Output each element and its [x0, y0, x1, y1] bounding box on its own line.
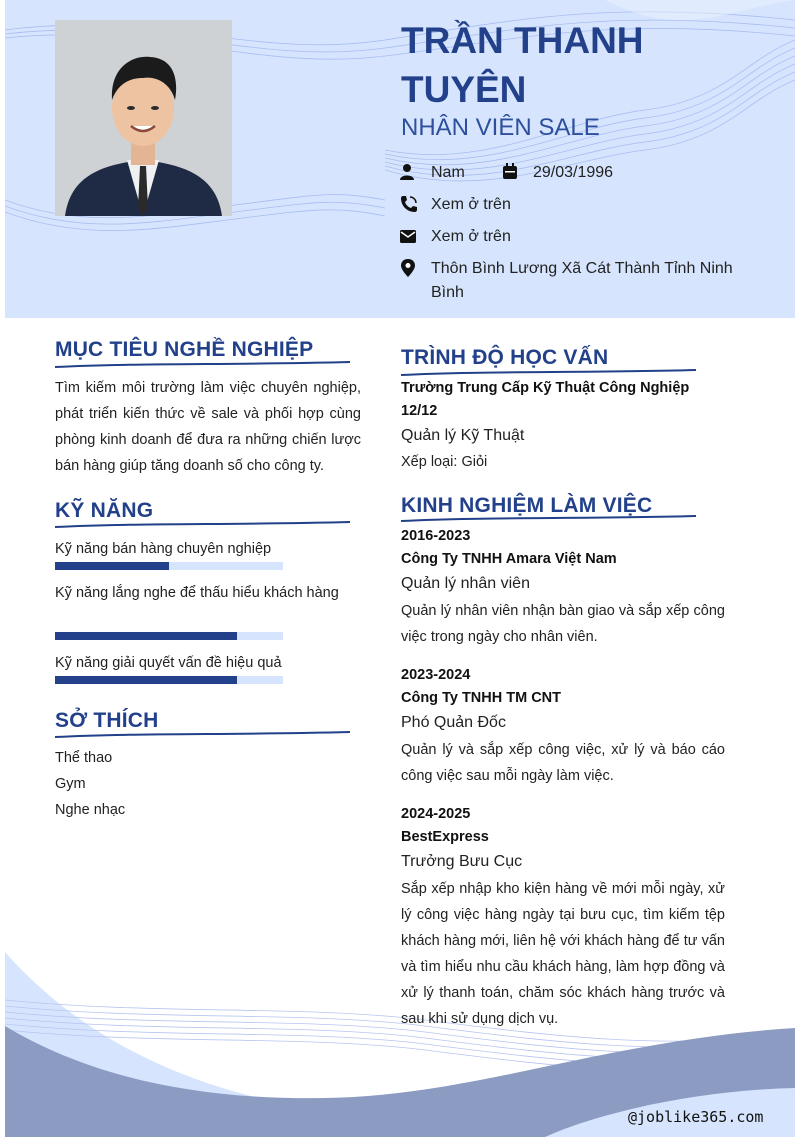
candidate-name	[401, 16, 761, 114]
objective-underline	[55, 360, 350, 370]
hobby-item: Thể thao	[55, 750, 113, 766]
hobbies-title: SỞ THÍCH	[55, 709, 159, 732]
profile-photo	[55, 20, 232, 216]
map-pin-icon	[400, 259, 418, 277]
skill-label: Kỹ năng bán hàng chuyên nghiệp	[55, 541, 272, 557]
education-rank: Xếp loại: Giỏi	[401, 454, 488, 470]
skill-label: Kỹ năng giải quyết vấn đề hiệu quả	[55, 655, 282, 671]
job-title: NHÂN VIÊN SALE	[401, 114, 600, 141]
birthdate-value: 29/03/1996	[533, 164, 614, 181]
job-role: Trưởng Bưu Cục	[401, 853, 523, 870]
phone-value: Xem ở trên	[431, 196, 511, 213]
education-underline	[401, 368, 696, 378]
address-value: Thôn Bình Lương Xã Cát Thành Tỉnh Ninh Bình	[431, 260, 733, 301]
education-school: Trường Trung Cấp Kỹ Thuật Công Nghiệp	[401, 380, 690, 396]
job-role: Quản lý nhân viên	[401, 575, 530, 592]
skills-underline	[55, 520, 350, 530]
experience-underline	[401, 514, 696, 524]
job-company: BestExpress	[401, 829, 489, 845]
job-description: Quản lý và sắp xếp công việc, xử lý và báo cáo công việc sau mỗi ngày làm việc.	[401, 742, 725, 784]
job-period: 2016-2023	[401, 528, 471, 544]
calendar-icon	[502, 163, 520, 181]
skill-bar-fill	[55, 676, 237, 684]
email-value: Xem ở trên	[431, 228, 511, 245]
job-description: Quản lý nhân viên nhận bàn giao và sắp xếp công việc trong ngày cho nhân viên.	[401, 603, 725, 645]
skill-bar	[55, 632, 283, 640]
gender-value: Nam	[431, 164, 465, 181]
skill-bar-fill	[55, 562, 169, 570]
education-major: Quản lý Kỹ Thuật	[401, 427, 525, 444]
watermark: @joblike365.com	[628, 1108, 764, 1126]
objective-title: MỤC TIÊU NGHỀ NGHIỆP	[55, 338, 314, 361]
education-grade: 12/12	[401, 403, 438, 419]
job-company: Công Ty TNHH Amara Việt Nam	[401, 551, 617, 567]
mail-icon	[400, 228, 418, 246]
job-description: Sắp xếp nhập kho kiện hàng về mới mỗi ngày, xử lý công việc hàng ngày tại bưu cục, tìm kiếm tệp khách hàng mới, liên hệ với khách hàng để tư vấn và tìm hiểu nhu cầu khách hàng, làm hợp đồng và xử lý thanh toán, chăm sóc khách hàng trước và sau khi sử dụng dịch vụ.	[401, 881, 725, 1027]
hobby-item: Gym	[55, 776, 86, 792]
objective-text: Tìm kiếm môi trường làm việc chuyên nghiệp, phát triển kiến thức về sale và phối hợp cùng phòng kinh doanh để đưa ra những chiến lược bán hàng giúp tăng doanh số cho công ty.	[55, 380, 361, 474]
job-period: 2023-2024	[401, 667, 471, 683]
education-title: TRÌNH ĐỘ HỌC VẤN	[401, 346, 609, 369]
experience-title: KINH NGHIỆM LÀM VIỆC	[401, 494, 653, 517]
skill-bar	[55, 676, 283, 684]
skills-title: KỸ NĂNG	[55, 499, 154, 522]
name-line-1: TRẦN THANH	[401, 20, 644, 61]
job-period: 2024-2025	[401, 806, 471, 822]
skill-label: Kỹ năng lắng nghe để thấu hiểu khách hàng	[55, 585, 339, 601]
job-role: Phó Quản Đốc	[401, 714, 506, 731]
hobbies-underline	[55, 730, 350, 740]
skill-bar-fill	[55, 632, 237, 640]
job-company: Công Ty TNHH TM CNT	[401, 690, 562, 706]
name-line-2: TUYÊN	[401, 69, 527, 110]
phone-icon	[400, 195, 418, 213]
skill-bar	[55, 562, 283, 570]
hobby-item: Nghe nhạc	[55, 802, 126, 818]
user-icon	[400, 163, 418, 181]
